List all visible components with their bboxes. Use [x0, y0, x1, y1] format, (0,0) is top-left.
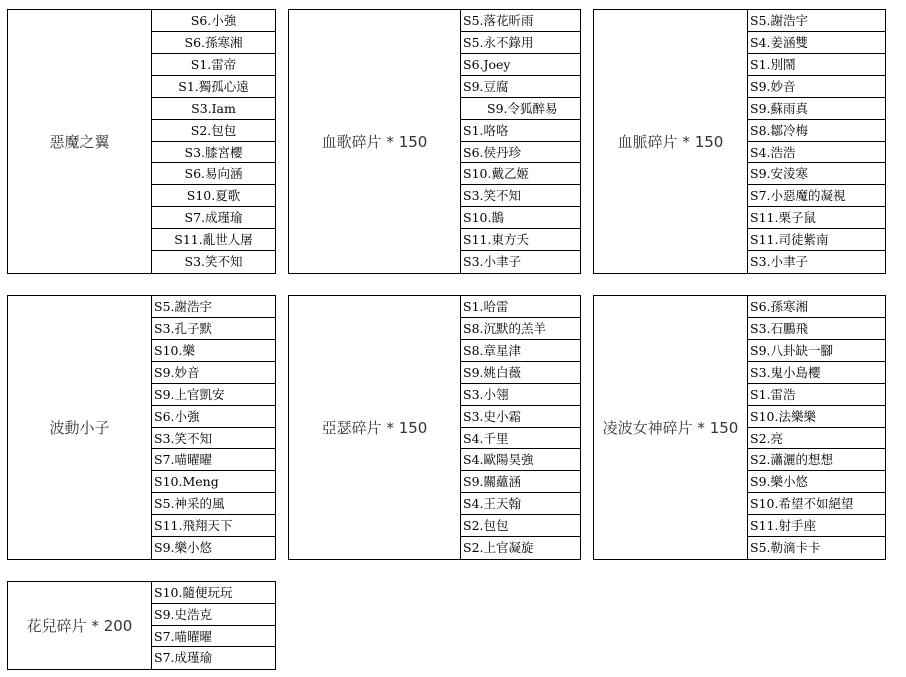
winner-item: S11.亂世人屠: [152, 229, 275, 251]
winner-item: S10.夏歌: [152, 185, 275, 207]
winner-list: [152, 296, 275, 559]
winner-item: S9.八卦缺一腳: [748, 340, 885, 362]
winner-item: S3.石鵬飛: [748, 318, 885, 340]
reward-label: 血脈碎片 * 150: [594, 10, 748, 273]
winner-item: S2.包包: [461, 515, 580, 537]
winner-item: S7.喵曜曜: [152, 626, 275, 648]
winner-item: S11.射手座: [748, 515, 885, 537]
winner-item: S8.沉默的羔羊: [461, 318, 580, 340]
winner-item: S2.亮: [748, 428, 885, 450]
reward-label: 惡魔之翼: [8, 10, 152, 273]
winner-item: S4.浩浩: [748, 142, 885, 164]
winner-item: S8.鄒冷梅: [748, 120, 885, 142]
winner-item: S3.膝宮櫻: [152, 142, 275, 164]
winner-item: S9.樂小悠: [748, 471, 885, 493]
reward-table-7: [7, 581, 276, 670]
winner-item: S5.落花昕雨: [461, 10, 580, 32]
winner-item: S6.小強: [152, 10, 275, 32]
winner-item: S7.成瑾瑜: [154, 650, 212, 666]
reward-label: 亞瑟碎片 * 150: [289, 296, 461, 559]
winner-item: S6.易向涵: [152, 163, 275, 185]
winner-item: S2.上官凝旋: [463, 540, 534, 556]
winner-item: S3.孔子默: [152, 318, 275, 340]
winner-item: S9.史浩克: [152, 604, 275, 626]
winner-item: S1.雷帝: [152, 54, 275, 76]
winner-item: S8.章星津: [461, 340, 580, 362]
winner-item: S5.謝浩宇: [152, 296, 275, 318]
winner-item: S3.Iam: [152, 98, 275, 120]
winner-item: S9.豆腐: [461, 76, 580, 98]
winner-item: S6.侯丹珍: [461, 142, 580, 164]
winner-item: S11.飛翔天下: [152, 515, 275, 537]
winner-item: S6.孫寒湘: [152, 32, 275, 54]
winner-item: S7.喵曜曜: [152, 449, 275, 471]
winner-item: S10.隨便玩玩: [152, 582, 275, 604]
winner-item: S1.咯咯: [461, 120, 580, 142]
winner-item: S3.小翎: [461, 384, 580, 406]
winner-item: S7.小惡魔的凝視: [748, 185, 885, 207]
winner-item: S9.妙音: [748, 76, 885, 98]
reward-label: 花兒碎片 * 200: [8, 582, 152, 669]
reward-label: 血歌碎片 * 150: [289, 10, 461, 273]
winner-item: S6.孫寒湘: [748, 296, 885, 318]
winner-item: S4.姜涵雙: [748, 32, 885, 54]
winner-list: [152, 10, 275, 273]
winner-item: S3.鬼小島櫻: [748, 362, 885, 384]
winner-item: S6.Joey: [461, 54, 580, 76]
winner-item: S4.王天翰: [461, 493, 580, 515]
winner-item: S11.東方夭: [461, 229, 580, 251]
winner-list: [748, 296, 885, 559]
reward-table-2: [288, 9, 581, 274]
winner-item: S1.哈雷: [461, 296, 580, 318]
reward-table-4: [7, 295, 276, 560]
winner-item: S9.蘇雨真: [748, 98, 885, 120]
winner-list: [152, 582, 275, 669]
winner-item: S5.勒滴卡卡: [750, 540, 821, 556]
winner-item: S3.史小霜: [461, 406, 580, 428]
winner-item: S10.Meng: [152, 471, 275, 493]
winner-item: S9.安淩寒: [748, 163, 885, 185]
winner-item: S4.歐陽昊強: [461, 449, 580, 471]
reward-label: 波動小子: [8, 296, 152, 559]
winner-item: S3.小聿子: [750, 254, 808, 270]
winner-item: S5.神采的風: [152, 493, 275, 515]
winner-item: S3.笑不知: [461, 185, 580, 207]
winner-item: S9.樂小悠: [154, 540, 212, 556]
winner-item: S11.栗子鼠: [748, 207, 885, 229]
winner-item: S10.希望不如絕望: [748, 493, 885, 515]
winner-item: S9.姚白薇: [461, 362, 580, 384]
reward-label: 凌波女神碎片 * 150: [594, 296, 748, 559]
reward-table-5: [288, 295, 581, 560]
winner-item: S10.法樂樂: [748, 406, 885, 428]
winner-item: S1.別鬧: [748, 54, 885, 76]
winner-item: S9.上官凱安: [152, 384, 275, 406]
winner-item: S5.永不錄用: [461, 32, 580, 54]
winner-item: S7.成瑾瑜: [152, 207, 275, 229]
winner-item: S3.小聿子: [463, 254, 521, 270]
winner-item: S1.獨孤心遠: [152, 76, 275, 98]
reward-table-6: [593, 295, 886, 560]
winner-list: [461, 296, 580, 559]
winner-item: S3.笑不知: [184, 254, 243, 270]
winner-item: S10.樂: [152, 340, 275, 362]
reward-table-1: [7, 9, 276, 274]
winner-item: S2.瀟灑的想想: [748, 449, 885, 471]
winner-item: S9.關蘊涵: [461, 471, 580, 493]
winner-item: S9.令狐醉易: [461, 98, 580, 120]
reward-table-3: [593, 9, 886, 274]
winner-item: S5.謝浩宇: [748, 10, 885, 32]
winner-item: S9.妙音: [152, 362, 275, 384]
winner-item: S1.雷浩: [748, 384, 885, 406]
winner-item: S11.司徒紫南: [748, 229, 885, 251]
winner-list: [461, 10, 580, 273]
winner-list: [748, 10, 885, 273]
winner-item: S10.戴乙姬: [461, 163, 580, 185]
winner-item: S3.笑不知: [152, 428, 275, 450]
winner-item: S10.鵲: [461, 207, 580, 229]
winner-item: S6.小強: [152, 406, 275, 428]
winner-item: S4.千里: [461, 428, 580, 450]
winner-item: S2.包包: [152, 120, 275, 142]
